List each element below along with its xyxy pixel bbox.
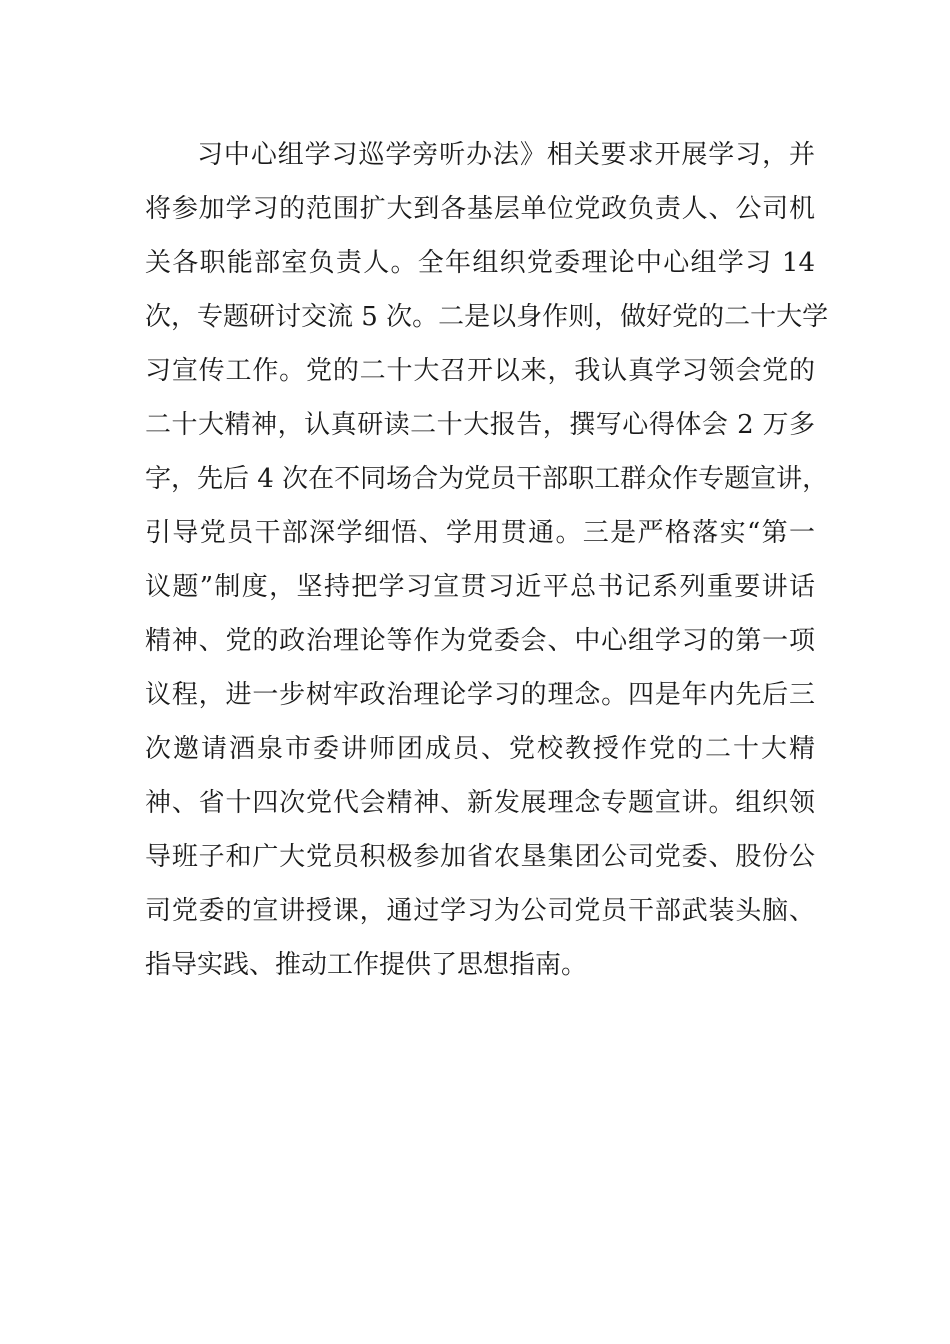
paragraph-line: 议程，进一步树牢政治理论学习的理念。四是年内先后三 bbox=[145, 680, 815, 710]
paragraph-line: 司党委的宣讲授课，通过学习为公司党员干部武装头脑、 bbox=[145, 896, 815, 926]
paragraph-line: 习宣传工作。党的二十大召开以来，我认真学习领会党的 bbox=[145, 356, 815, 386]
paragraph-line: 二十大精神，认真研读二十大报告，撰写心得体会 2 万多 bbox=[145, 410, 815, 440]
paragraph-line: 字，先后 4 次在不同场合为党员干部职工群众作专题宣讲， bbox=[145, 464, 829, 494]
paragraph-line: 次邀请酒泉市委讲师团成员、党校教授作党的二十大精 bbox=[145, 734, 815, 764]
paragraph-line: 引导党员干部深学细悟、学用贯通。三是严格落实“第一 bbox=[145, 518, 815, 548]
paragraph-line: 关各职能部室负责人。全年组织党委理论中心组学习 14 bbox=[145, 248, 815, 278]
paragraph-line: 习中心组学习巡学旁听办法》相关要求开展学习，并 bbox=[197, 140, 815, 170]
paragraph-line: 神、省十四次党代会精神、新发展理念专题宣讲。组织领 bbox=[145, 788, 815, 818]
paragraph-line: 将参加学习的范围扩大到各基层单位党政负责人、公司机 bbox=[145, 194, 815, 224]
paragraph-line: 精神、党的政治理论等作为党委会、中心组学习的第一项 bbox=[145, 626, 815, 656]
paragraph-line: 议题”制度，坚持把学习宣贯习近平总书记系列重要讲话 bbox=[145, 572, 815, 602]
paragraph-line: 次，专题研讨交流 5 次。二是以身作则，做好党的二十大学 bbox=[145, 302, 829, 332]
body-paragraph bbox=[145, 128, 829, 992]
paragraph-line: 指导实践、推动工作提供了思想指南。 bbox=[145, 950, 588, 980]
paragraph-line: 导班子和广大党员积极参加省农垦集团公司党委、股份公 bbox=[145, 842, 815, 872]
